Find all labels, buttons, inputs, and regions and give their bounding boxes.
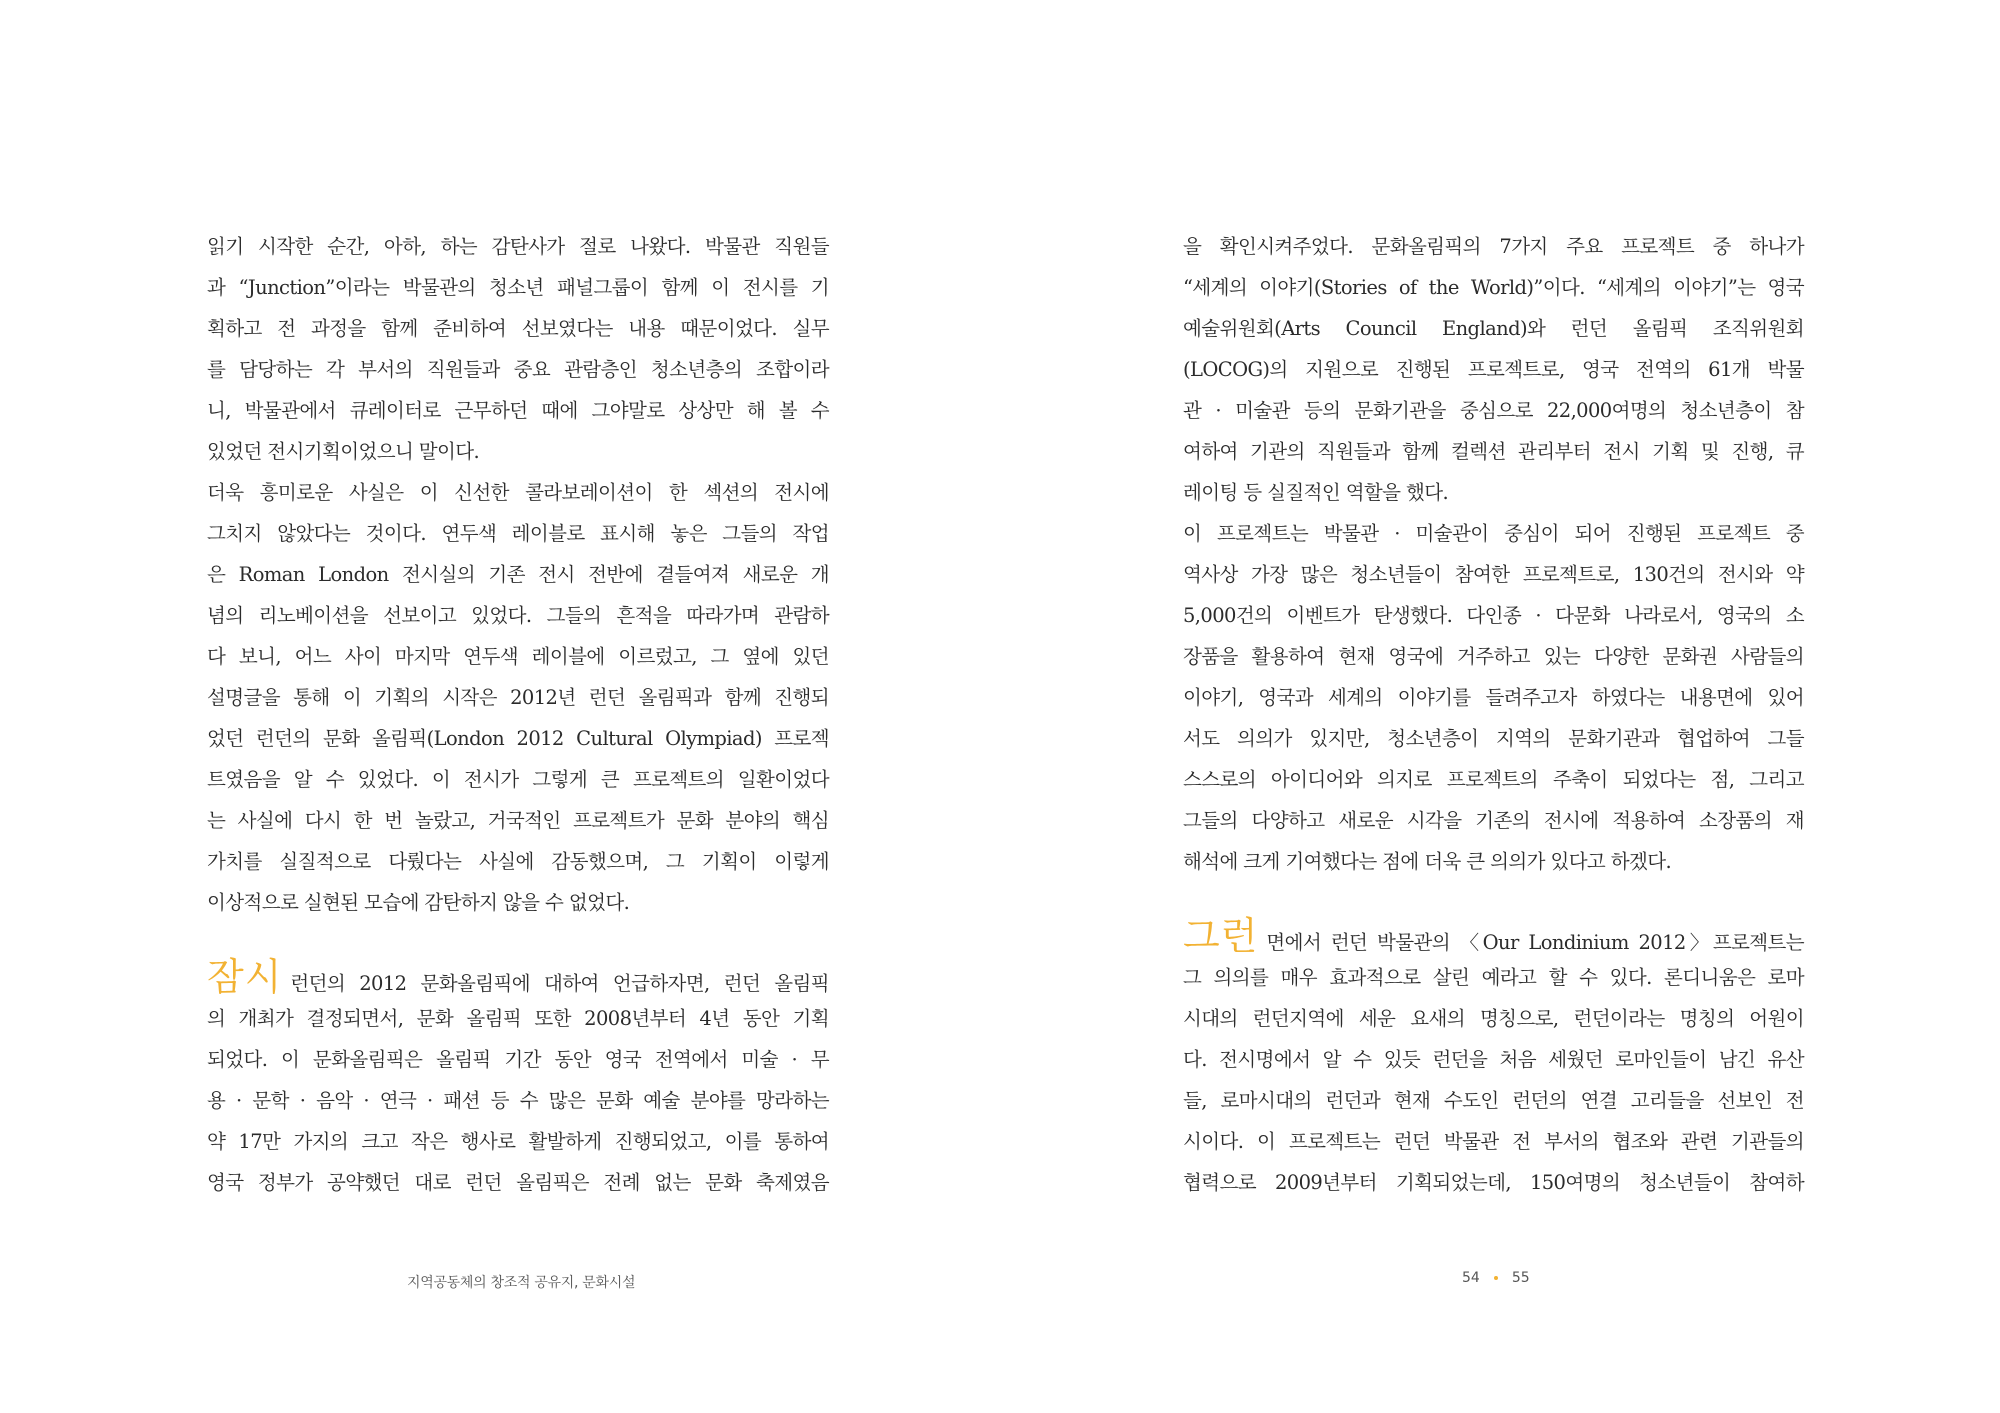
text-line: 을 확인시켜주었다. 문화올림픽의 7가지 주요 프로젝트 중 하나가 bbox=[1183, 235, 1804, 258]
right-paragraph-1 bbox=[1183, 226, 1804, 513]
text-line: 획하고 전 과정을 함께 준비하여 선보였다는 내용 때문이었다. 실무 bbox=[207, 317, 829, 340]
page-number-right: 55 bbox=[1511, 1270, 1530, 1286]
text-line: 설명글을 통해 이 기획의 시작은 2012년 런던 올림픽과 함께 진행되 bbox=[207, 686, 829, 709]
right-text-column bbox=[1183, 226, 1804, 1203]
right-paragraph-2 bbox=[1183, 513, 1804, 882]
text-line: 다 보니, 어느 사이 마지막 연두색 레이블에 이르렀고, 그 옆에 있던 bbox=[207, 645, 829, 668]
dropcap-line bbox=[1183, 916, 1804, 957]
dropcap-word: 잠시 bbox=[207, 955, 283, 999]
text-line: 은 Roman London 전시실의 기존 전시 전반에 곁들여져 새로운 개 bbox=[207, 563, 829, 586]
right-paragraph-3 bbox=[1183, 916, 1804, 1203]
text-line: 스스로의 아이디어와 의지로 프로젝트의 주축이 되었다는 점, 그리고 bbox=[1183, 768, 1804, 791]
text-line: 이상적으로 실현된 모습에 감탄하지 않을 수 없었다. bbox=[207, 891, 630, 914]
text-line: 레이팅 등 실질적인 역할을 했다. bbox=[1183, 481, 1449, 504]
text-line: 되었다. 이 문화올림픽은 올림픽 기간 동안 영국 전역에서 미술 · 무 bbox=[207, 1048, 829, 1071]
text-line: 이야기, 영국과 세계의 이야기를 들려주고자 하였다는 내용면에 있어 bbox=[1183, 686, 1804, 709]
text-line: 그 의의를 매우 효과적으로 살린 예라고 할 수 있다. 론디니움은 로마 bbox=[1183, 966, 1804, 989]
text-line: 니, 박물관에서 큐레이터로 근무하던 때에 그야말로 상상만 해 볼 수 bbox=[207, 399, 829, 422]
text-line: 과 “Junction”이라는 박물관의 청소년 패널그룹이 함께 이 전시를 기 bbox=[207, 276, 829, 299]
text-line: 를 담당하는 각 부서의 직원들과 중요 관람층인 청소년층의 조합이라 bbox=[207, 358, 829, 381]
text-line: 었던 런던의 문화 올림픽(London 2012 Cultural Olympiad) 프로젝 bbox=[207, 727, 829, 750]
text-line: 역사상 가장 많은 청소년들이 참여한 프로젝트로, 130건의 전시와 약 bbox=[1183, 563, 1804, 586]
text-line: 있었던 전시기획이었으니 말이다. bbox=[207, 440, 480, 463]
text-line: 가치를 실질적으로 다뤘다는 사실에 감동했으며, 그 기획이 이렇게 bbox=[207, 850, 829, 873]
text-line: 그들의 다양하고 새로운 시각을 기존의 전시에 적용하여 소장품의 재 bbox=[1183, 809, 1804, 832]
running-footer-book-title: 지역공동체의 창조적 공유지, 문화시설 bbox=[407, 1275, 636, 1291]
left-paragraph-3 bbox=[207, 957, 829, 1203]
text-line: 들, 로마시대의 런던과 현재 수도인 런던의 연결 고리들을 선보인 전 bbox=[1183, 1089, 1804, 1112]
text-line: 관 · 미술관 등의 문화기관을 중심으로 22,000여명의 청소년층이 참 bbox=[1183, 399, 1804, 422]
text-line: 념의 리노베이션을 선보이고 있었다. 그들의 흔적을 따라가며 관람하 bbox=[207, 604, 829, 627]
left-paragraph-1 bbox=[207, 226, 829, 472]
page-numbers bbox=[1462, 1270, 1530, 1286]
text-line: 5,000건의 이벤트가 탄생했다. 다인종 · 다문화 나라로서, 영국의 소 bbox=[1183, 604, 1804, 627]
text-line: 장품을 활용하여 현재 영국에 거주하고 있는 다양한 문화권 사람들의 bbox=[1183, 645, 1804, 668]
text-line: 예술위원회(Arts Council England)와 런던 올림픽 조직위원회 bbox=[1183, 317, 1804, 340]
left-text-column bbox=[207, 226, 829, 1203]
page-number-left: 54 bbox=[1462, 1270, 1480, 1286]
text-line: 시대의 런던지역에 세운 요새의 명칭으로, 런던이라는 명칭의 어원이 bbox=[1183, 1007, 1804, 1030]
text-line: 더욱 흥미로운 사실은 이 신선한 콜라보레이션이 한 섹션의 전시에 bbox=[207, 481, 829, 504]
text-line: 서도 의의가 있지만, 청소년층이 지역의 문화기관과 협업하여 그들 bbox=[1183, 727, 1804, 750]
paragraph-gap bbox=[1183, 882, 1804, 916]
text-line: 이 프로젝트는 박물관 · 미술관이 중심이 되어 진행된 프로젝트 중 bbox=[1183, 522, 1804, 545]
text-line: 시이다. 이 프로젝트는 런던 박물관 전 부서의 협조와 관련 기관들의 bbox=[1183, 1130, 1804, 1153]
dropcap-line bbox=[207, 957, 829, 998]
text-line: 는 사실에 다시 한 번 놀랐고, 거국적인 프로젝트가 문화 분야의 핵심 bbox=[207, 809, 829, 832]
left-paragraph-2 bbox=[207, 472, 829, 923]
text-line: 면에서 런던 박물관의 〈Our Londinium 2012〉프로젝트는 bbox=[1266, 931, 1804, 954]
text-line: 런던의 2012 문화올림픽에 대하여 언급하자면, 런던 올림픽 bbox=[290, 972, 829, 995]
text-line: 읽기 시작한 순간, 아하, 하는 감탄사가 절로 나왔다. 박물관 직원들 bbox=[207, 235, 829, 258]
right-page bbox=[1000, 0, 2000, 1413]
separator-dot-icon bbox=[1494, 1276, 1498, 1280]
dropcap-word: 그런 bbox=[1183, 914, 1259, 958]
text-line: 영국 정부가 공약했던 대로 런던 올림픽은 전례 없는 문화 축제였음 bbox=[207, 1171, 829, 1194]
text-line: 의 개최가 결정되면서, 문화 올림픽 또한 2008년부터 4년 동안 기획 bbox=[207, 1007, 829, 1030]
text-line: 여하여 기관의 직원들과 함께 컬렉션 관리부터 전시 기획 및 진행, 큐 bbox=[1183, 440, 1804, 463]
text-line: (LOCOG)의 지원으로 진행된 프로젝트로, 영국 전역의 61개 박물 bbox=[1183, 358, 1804, 381]
text-line: 그치지 않았다는 것이다. 연두색 레이블로 표시해 놓은 그들의 작업 bbox=[207, 522, 829, 545]
text-line: 다. 전시명에서 알 수 있듯 런던을 처음 세웠던 로마인들이 남긴 유산 bbox=[1183, 1048, 1804, 1071]
text-line: 협력으로 2009년부터 기획되었는데, 150여명의 청소년들이 참여하 bbox=[1183, 1171, 1804, 1194]
text-line: 트였음을 알 수 있었다. 이 전시가 그렇게 큰 프로젝트의 일환이었다 bbox=[207, 768, 829, 791]
text-line: 해석에 크게 기여했다는 점에 더욱 큰 의의가 있다고 하겠다. bbox=[1183, 850, 1672, 873]
paragraph-gap bbox=[207, 923, 829, 957]
text-line: 용 · 문학 · 음악 · 연극 · 패션 등 수 많은 문화 예술 분야를 망라하는 bbox=[207, 1089, 829, 1112]
text-line: 약 17만 가지의 크고 작은 행사로 활발하게 진행되었고, 이를 통하여 bbox=[207, 1130, 829, 1153]
text-line: “세계의 이야기(Stories of the World)”이다. “세계의 이야기”는 영국 bbox=[1183, 276, 1804, 299]
